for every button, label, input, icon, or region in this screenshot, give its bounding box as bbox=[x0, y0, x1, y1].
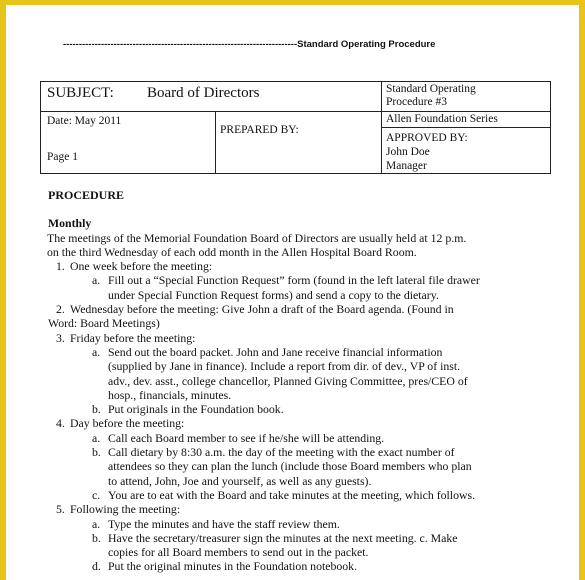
sop-cell bbox=[382, 82, 551, 112]
item-text bbox=[108, 531, 458, 560]
item-letter: a. bbox=[92, 273, 101, 288]
intro-line-2: on the third Wednesday of each odd month in the Allen Hospital Board Room. bbox=[47, 244, 417, 259]
item-line: to attend, John, Joe and yourself, as well as any guests). bbox=[108, 473, 372, 488]
sub-list-item bbox=[48, 402, 548, 416]
subject-cell bbox=[41, 82, 382, 112]
sub-list-item bbox=[48, 273, 548, 302]
list-item bbox=[48, 331, 548, 345]
sub-list-item bbox=[48, 345, 548, 402]
item-letter: d. bbox=[92, 559, 101, 574]
item-line: Wednesday before the meeting: Give John a draft of the Board agenda. (Found in bbox=[70, 302, 454, 317]
item-text bbox=[108, 517, 340, 531]
item-line: Call dietary by 8:30 a.m. the day of the meeting with the exact number of bbox=[108, 445, 455, 460]
item-text bbox=[70, 331, 195, 345]
page-number: Page 1 bbox=[47, 151, 78, 163]
procedure-heading: PROCEDURE bbox=[48, 188, 125, 202]
list-item bbox=[48, 502, 548, 516]
item-text bbox=[70, 502, 180, 516]
item-text bbox=[108, 273, 480, 302]
approved-by-cell bbox=[382, 128, 551, 174]
page-header bbox=[63, 39, 435, 50]
item-number: 3. bbox=[56, 330, 65, 345]
sop-line-1: Standard Operating bbox=[386, 83, 476, 95]
item-letter: a. bbox=[92, 516, 101, 531]
item-text bbox=[108, 559, 357, 573]
header-title: Standard Operating Procedure bbox=[297, 39, 436, 50]
prepared-by-label: PREPARED BY: bbox=[220, 124, 299, 136]
sub-list-item bbox=[48, 488, 548, 502]
series-cell bbox=[382, 112, 551, 128]
intro-line-1: The meetings of the Memorial Foundation Board of Directors are usually held at 12 p.m. bbox=[47, 230, 467, 245]
item-line: Send out the board packet. John and Jane receive financial information bbox=[108, 344, 443, 359]
monthly-heading: Monthly bbox=[48, 216, 92, 231]
item-letter: b. bbox=[92, 445, 101, 460]
procedure-body bbox=[48, 188, 548, 574]
sub-list-item bbox=[48, 445, 548, 488]
item-line: hosp., financials, minutes. bbox=[108, 387, 232, 402]
series-text: Allen Foundation Series bbox=[386, 113, 498, 125]
item-line: Friday before the meeting: bbox=[70, 330, 196, 345]
sop-line-2: Procedure #3 bbox=[386, 96, 447, 108]
subject-label: SUBJECT: bbox=[47, 85, 114, 101]
item-line: Fill out a “Special Function Request” form (found in the left lateral file drawer bbox=[108, 273, 480, 288]
item-number: 5. bbox=[56, 502, 65, 517]
sub-list-item bbox=[48, 517, 548, 531]
item-line: Put originals in the Foundation book. bbox=[108, 402, 284, 417]
item-line: Word: Board Meetings) bbox=[48, 316, 160, 331]
item-letter: b. bbox=[92, 530, 101, 545]
date-text: Date: May 2011 bbox=[47, 115, 122, 127]
item-line: under Special Function Request forms) and send a copy to the dietary. bbox=[108, 287, 439, 302]
item-letter: b. bbox=[92, 402, 101, 417]
item-text bbox=[108, 345, 468, 402]
header-dashes: -------------------------------------------------------------------------- bbox=[63, 39, 298, 50]
item-line: Have the secretary/treasurer sign the minutes at the next meeting. c. Make bbox=[108, 530, 458, 545]
item-letter: c. bbox=[92, 487, 101, 502]
sub-list-item bbox=[48, 559, 548, 573]
item-line: Type the minutes and have the staff review them. bbox=[108, 516, 340, 531]
item-text bbox=[108, 488, 475, 502]
item-line: One week before the meeting: bbox=[70, 259, 213, 274]
item-text bbox=[48, 302, 454, 331]
info-table bbox=[40, 81, 551, 174]
item-line: (supplied by Jane in finance). Include a report from dir. of dev., VP of inst. bbox=[108, 359, 461, 374]
approver-title: Manager bbox=[386, 160, 427, 172]
list-item bbox=[48, 416, 548, 430]
item-number: 1. bbox=[56, 259, 65, 274]
list-item bbox=[48, 302, 548, 331]
item-line: Following the meeting: bbox=[70, 502, 181, 517]
list-item bbox=[48, 259, 548, 273]
item-text bbox=[108, 445, 472, 488]
item-line: attendees so they can plan the lunch (include those Board members who plan bbox=[108, 459, 472, 474]
item-text bbox=[108, 402, 284, 416]
prepared-by-cell bbox=[216, 112, 382, 174]
item-number: 2. bbox=[56, 302, 65, 317]
item-number: 4. bbox=[56, 416, 65, 431]
approver-name: John Doe bbox=[386, 146, 430, 158]
procedure-list bbox=[48, 259, 548, 574]
sub-list-item bbox=[48, 531, 548, 560]
item-line: Call each Board member to see if he/she will be attending. bbox=[108, 430, 385, 445]
approved-by-label: APPROVED BY: bbox=[386, 132, 468, 144]
subject-value: Board of Directors bbox=[147, 85, 260, 101]
item-line: Day before the meeting: bbox=[70, 416, 185, 431]
document-page bbox=[6, 5, 579, 580]
sub-list-item bbox=[48, 431, 548, 445]
item-line: Put the original minutes in the Foundation notebook. bbox=[108, 559, 358, 574]
item-text bbox=[108, 431, 384, 445]
item-text bbox=[70, 259, 212, 273]
item-line: You are to eat with the Board and take minutes at the meeting, which follows. bbox=[108, 487, 476, 502]
item-letter: a. bbox=[92, 344, 101, 359]
item-text bbox=[70, 416, 184, 430]
date-cell bbox=[41, 112, 216, 174]
item-line: copies for all Board members to send out in the packet. bbox=[108, 545, 369, 560]
item-letter: a. bbox=[92, 430, 101, 445]
item-line: adv., dev. asst., college chancellor, Planned Giving Committee, pres/CEO of bbox=[108, 373, 468, 388]
